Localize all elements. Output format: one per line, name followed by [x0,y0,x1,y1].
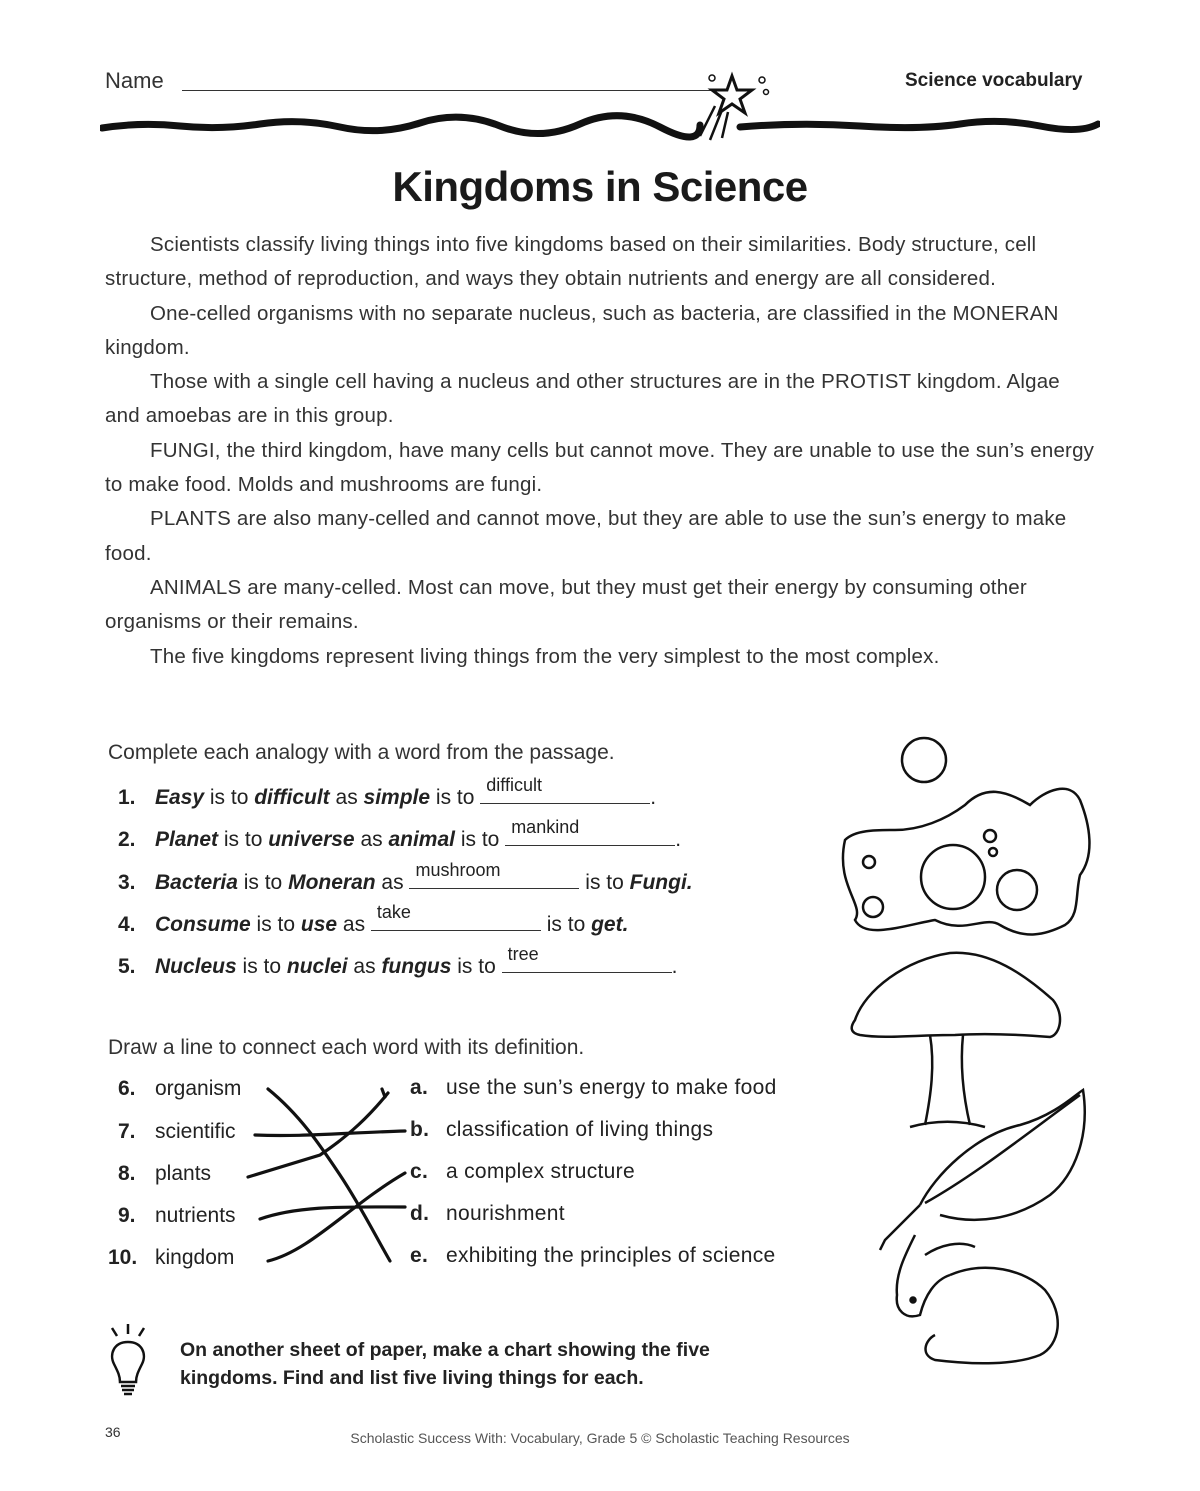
connector: is to [237,871,289,894]
term: use [300,913,338,936]
connector: . [675,828,682,851]
match-definition[interactable] [410,1076,777,1100]
analogy-item [118,775,657,810]
match-line [268,1089,390,1261]
passage-paragraph: ANIMALS are many-celled. Most can move, but they must get their energy by consuming other organisms or their remains. [105,575,1027,634]
term: nuclei [286,955,348,978]
match-line [260,1207,405,1219]
item-number: 3. [118,871,136,894]
analogy-item [118,860,693,895]
term: fungus [381,955,452,978]
item-letter: b. [410,1118,430,1141]
word-label: nutrients [155,1204,236,1227]
leaf-illustration [880,1090,1085,1250]
illustrations [825,735,1095,1375]
connector: is to [579,871,630,894]
connector: as [347,955,382,978]
analogy-item [118,902,629,937]
header-rule [100,66,1100,146]
definition-text: use the sun’s energy to make food [446,1076,777,1099]
term: simple [363,786,431,809]
passage-paragraph: FUNGI, the third kingdom, have many cells but cannot move. They are unable to use the sun’s energy to make food. Molds and mushrooms are fungi. [105,438,1095,497]
match-word[interactable] [118,1120,236,1144]
analogy-item [118,944,678,979]
rabbit-illustration [897,1235,1058,1363]
definition-text: classification of living things [446,1118,714,1141]
tip-line: kingdoms. Find and list five living things for each. [180,1367,644,1389]
item-number: 1. [118,786,136,809]
connector: is to [540,913,592,936]
term: Bacteria [155,871,238,894]
term: Planet [155,828,219,851]
word-label: organism [155,1077,242,1100]
section-tag: Science vocabulary [905,70,1083,91]
term: get. [591,913,629,936]
extension-activity [180,1336,710,1392]
match-definition[interactable] [410,1202,565,1226]
match-definition[interactable] [410,1160,635,1184]
connector: is to [236,955,287,978]
term: Easy [155,786,205,809]
connector: . [671,955,678,978]
connector: as [354,828,389,851]
word-label: scientific [155,1120,236,1143]
item-number: 7. [118,1120,136,1143]
match-line [382,1089,385,1097]
item-number: 4. [118,913,136,936]
match-word[interactable] [118,1162,211,1186]
passage-paragraph: Those with a single cell having a nucleus and other structures are in the PROTIST kingdom. Algae and amoebas are in this group. [105,370,1060,428]
answer-blank[interactable] [371,902,541,931]
item-number: 10. [108,1246,138,1269]
match-definition[interactable] [410,1244,775,1268]
connector: is to [455,828,506,851]
term: universe [268,828,355,851]
mushroom-illustration [852,953,1060,1127]
answer-blank[interactable] [505,817,675,846]
term: Nucleus [155,955,237,978]
match-word[interactable] [118,1077,241,1101]
definition-text: a complex structure [446,1160,635,1183]
connector: is to [451,955,502,978]
item-number: 9. [118,1204,136,1227]
passage-paragraph: Scientists classify living things into five kingdoms based on their similarities. Body structure, cell structure, method of reproduction, and ways they obtain nutrients and energy are all considered. [105,233,1037,291]
matching-instruction: Draw a line to connect each word with its definition. [108,1036,585,1059]
hand-drawn-lines [240,1075,410,1275]
passage-paragraph: One-celled organisms with no separate nucleus, such as bacteria, are classified in the MONERAN kingdom. [105,301,1059,359]
connector: . [650,786,657,809]
definition-text: exhibiting the principles of science [446,1244,776,1267]
tip-line: On another sheet of paper, make a chart showing the five [180,1339,710,1361]
item-letter: e. [410,1244,429,1267]
definition-text: nourishment [446,1202,565,1225]
connector: as [337,913,371,936]
connector: is to [204,786,255,809]
item-letter: a. [410,1076,429,1099]
connector: as [329,786,364,809]
term: Consume [155,913,251,936]
handwritten-answer: difficult [486,775,542,795]
answer-blank[interactable] [409,860,579,889]
item-letter: c. [410,1160,429,1183]
word-label: kingdom [155,1246,235,1269]
term: Moneran [288,871,376,894]
handwritten-answer: take [376,902,411,922]
passage-paragraph: PLANTS are also many-celled and cannot move, but they are able to use the sun’s energy to make food. [105,507,1067,565]
item-number: 8. [118,1162,136,1185]
reading-passage [105,228,1100,674]
handwritten-answer: mankind [511,817,580,837]
passage-paragraph: The five kingdoms represent living things from the very simplest to the most complex. [150,644,940,668]
term: Fungi. [629,871,693,894]
connector: is to [430,786,481,809]
handwritten-answer: mushroom [415,860,501,880]
page-title: Kingdoms in Science [392,163,808,210]
handwritten-answer: tree [507,944,539,964]
word-label: plants [155,1162,212,1185]
star-icon [700,75,769,140]
answer-blank[interactable] [502,944,672,973]
name-label: Name [105,68,164,93]
amoeba-illustration [843,738,1090,934]
connector: is to [250,913,301,936]
item-number: 6. [118,1077,136,1100]
analogy-item [118,817,682,852]
lightbulb-icon [104,1322,154,1402]
term: difficult [254,786,330,809]
item-number: 2. [118,828,136,851]
match-word[interactable] [108,1246,234,1270]
answer-blank[interactable] [480,775,650,804]
match-word[interactable] [118,1204,236,1228]
page-number: 36 [105,1424,121,1440]
match-definition[interactable] [410,1118,713,1142]
connector: is to [218,828,269,851]
item-number: 5. [118,955,136,978]
item-letter: d. [410,1202,430,1225]
term: animal [388,828,455,851]
footer-credit: Scholastic Success With: Vocabulary, Grade 5 © Scholastic Teaching Resources [350,1430,850,1446]
connector: as [375,871,410,894]
match-line [268,1173,405,1261]
analogy-instruction: Complete each analogy with a word from the passage. [108,741,615,764]
match-line [255,1131,405,1136]
